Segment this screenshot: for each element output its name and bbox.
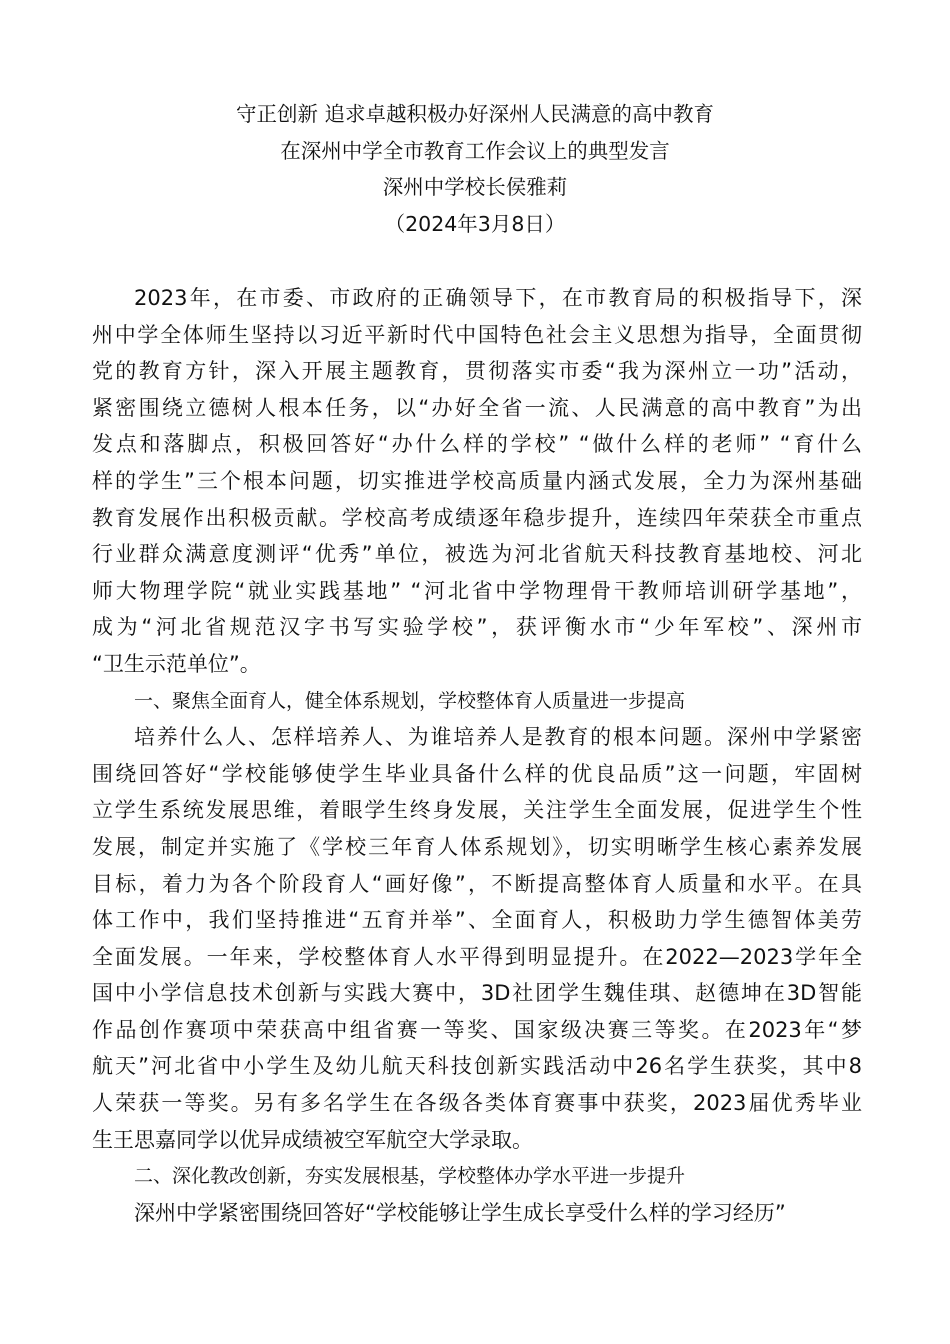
- author-line: 深州中学校长侯雅莉: [382, 175, 568, 199]
- text-line: 围绕回答好“学校能够使学生毕业具备什么样的优良品质”这一问题，牢固树: [92, 761, 862, 786]
- text-line: 发展，制定并实施了《学校三年育人体系规划》，切实明晰学生核心素养发展: [92, 834, 862, 859]
- text-line: 生王思嘉同学以优异成绩被空军航空大学录取。: [92, 1127, 533, 1152]
- text-line: 发点和落脚点，积极回答好“办什么样的学校” “做什么样的老师” “育什么: [92, 432, 862, 457]
- text-line: 航天”河北省中小学生及幼儿航天科技创新实践活动中26名学生获奖，其中8: [92, 1054, 862, 1079]
- text-line: 全面发展。一年来，学校整体育人水平得到明显提升。在2022—2023学年全: [92, 944, 862, 969]
- text-line: 2023年，在市委、市政府的正确领导下，在市教育局的积极指导下，深: [134, 286, 862, 310]
- text-line: 体工作中，我们坚持推进“五育并举”、全面育人，积极助力学生德智体美劳: [92, 908, 862, 933]
- text-line: 样的学生”三个根本问题，切实推进学校高质量内涵式发展，全力为深州基础: [92, 468, 862, 493]
- text-line: 成为“河北省规范汉字书写实验学校”，获评衡水市“少年军校”、深州市: [92, 615, 862, 640]
- section-heading-1: 一、聚焦全面育人，健全体系规划，学校整体育人质量进一步提高: [134, 689, 686, 712]
- section-heading-2: 二、深化教改创新，夯实发展根基，学校整体办学水平进一步提升: [134, 1165, 686, 1188]
- document-title-block: [0, 96, 950, 242]
- text-line: 行业群众满意度测评“优秀”单位，被选为河北省航天科技教育基地校、河北: [92, 542, 862, 567]
- main-title: 守正创新 追求卓越积极办好深州人民满意的高中教育: [235, 102, 714, 126]
- text-line: 目标，着力为各个阶段育人“画好像”，不断提高整体育人质量和水平。在具: [92, 871, 862, 896]
- text-line: 教育发展作出积极贡献。学校高考成绩逐年稳步提升，连续四年荣获全市重点: [92, 505, 862, 530]
- text-line: 国中小学信息技术创新与实践大赛中，3D社团学生魏佳琪、赵德坤在3D智能: [92, 981, 862, 1006]
- text-line: 人荣获一等奖。另有多名学生在各级各类体育赛事中获奖，2023届优秀毕业: [92, 1091, 862, 1116]
- text-line: 州中学全体师生坚持以习近平新时代中国特色社会主义思想为指导，全面贯彻: [92, 322, 862, 347]
- text-line: 深州中学紧密围绕回答好“学校能够让学生成长享受什么样的学习经历”: [134, 1200, 786, 1225]
- text-line: 培养什么人、怎样培养人、为谁培养人是教育的根本问题。深州中学紧密: [134, 725, 862, 750]
- text-line: 作品创作赛项中荣获高中组省赛一等奖、国家级决赛三等奖。在2023年“梦: [92, 1017, 862, 1042]
- text-line: 师大物理学院“就业实践基地” “河北省中学物理骨干教师培训研学基地”，: [92, 578, 862, 603]
- document-body: [92, 280, 862, 1231]
- text-line: 立学生系统发展思维，着眼学生终身发展，关注学生全面发展，促进学生个性: [92, 798, 862, 823]
- date-line: （2024年3月8日）: [384, 211, 566, 236]
- subtitle: 在深州中学全市教育工作会议上的典型发言: [280, 138, 670, 163]
- text-line: 党的教育方针，深入开展主题教育，贯彻落实市委“我为深州立一功”活动，: [92, 359, 862, 384]
- text-line: “卫生示范单位”。: [92, 651, 261, 676]
- text-line: 紧密围绕立德树人根本任务，以“办好全省一流、人民满意的高中教育”为出: [92, 395, 862, 420]
